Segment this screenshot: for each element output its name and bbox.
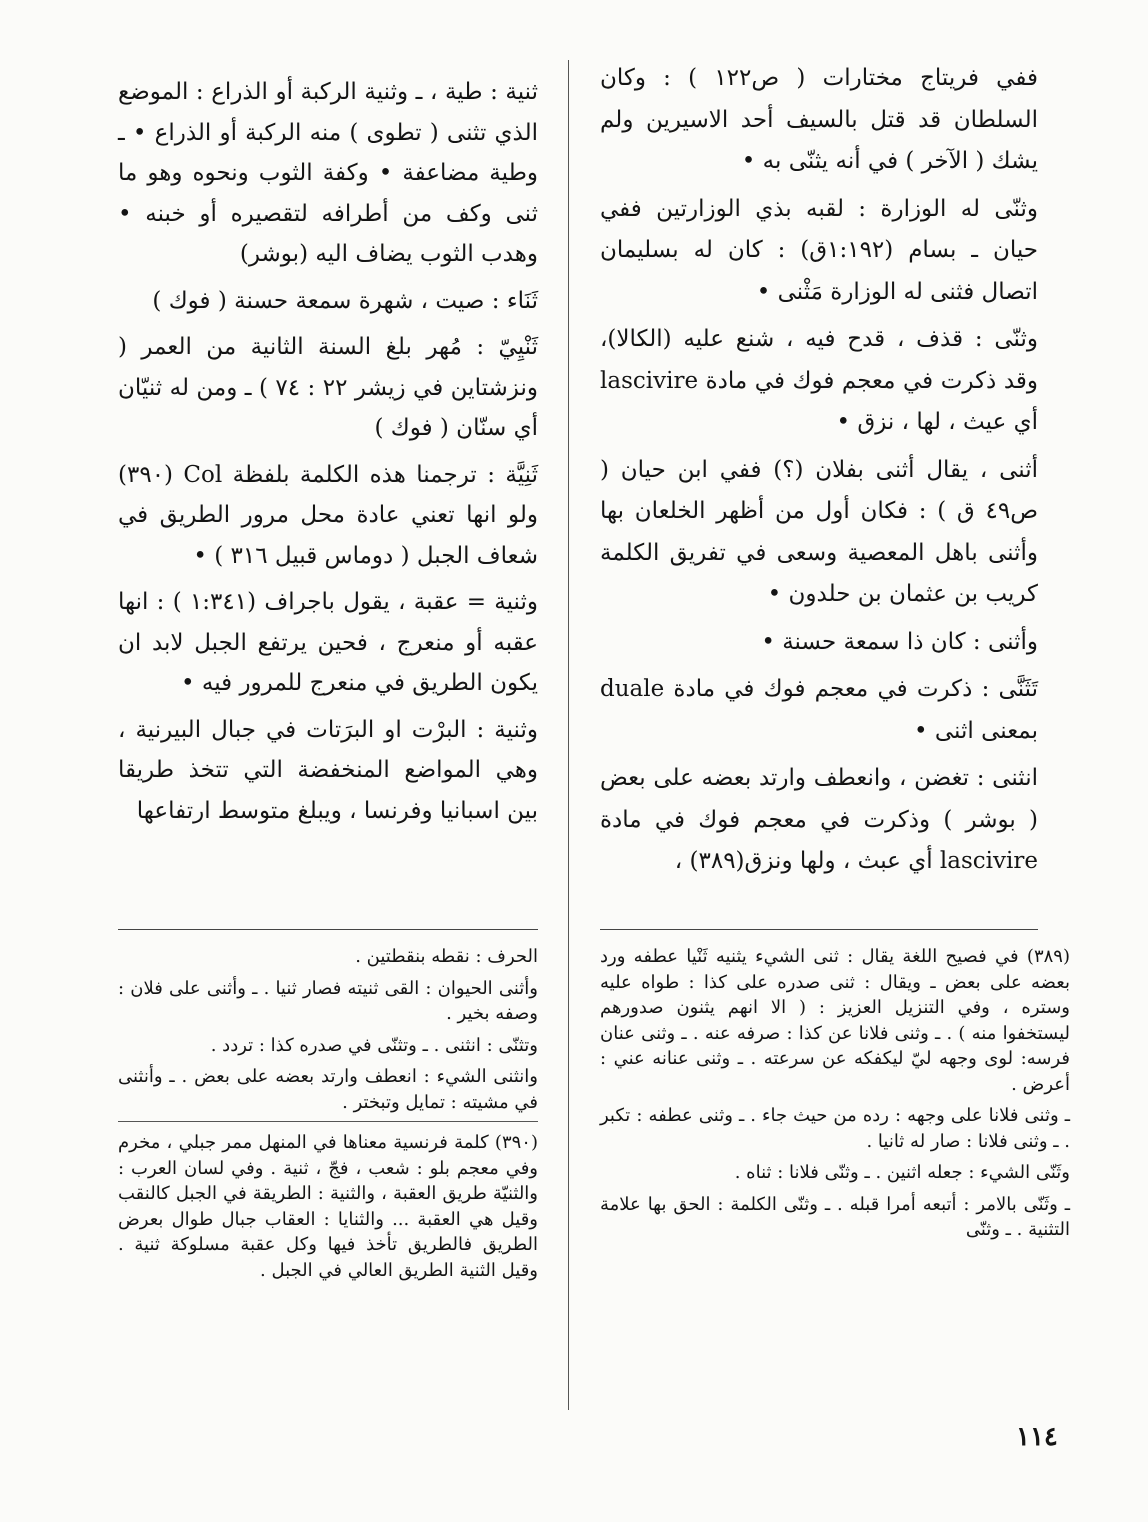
entry-paragraph: أثنى ، يقال أثنى بفلان (؟) ففي ابن حيان ( ص٤٩ ق ) : فكان أول من أظهر الخلعان بها وأثنى باهل المعصية وسعى في تفريق الكلمة كريب بن عثمان بن حلدون •: [600, 456, 1038, 607]
entry-paragraph: ثَنَاء : صيت ، شهرة سمعة حسنة ( فوك ): [152, 287, 538, 314]
footnote-paragraph: وانثنى الشيء : انعطف وارتد بعضه على بعض . ـ وأنثنى في مشيته : تمايل وتبختر .: [118, 1066, 538, 1113]
footnote-paragraph: (٣٨٩) في فصيح اللغة يقال : ثنى الشيء يثنيه ثَنْيا عطفه ورد بعضه على بعض ـ ويقال : ثنى صدره على كذا : طواه عليه وستره ، وفي التنزيل العزيز : ( الا انهم يثنون صدورهم ليستخفوا منه ) . ـ وثنى فلانا عن كذا : صرفه عنه . ـ وثنى عنان فرسه: لوى وجهه ليّ ليكفكه عن سرعته . ـ وثنى عنانه عني : أعرض .: [600, 946, 1070, 1095]
footnote-paragraph: ـ وثنى فلانا على وجهه : رده من حيث جاء . ـ وثنى عطفه : تكبر . ـ وثنى فلانا : صار له ثانيا .: [600, 1105, 1070, 1152]
footnote-paragraph: الحرف : نقطه بنقطتين .: [355, 946, 538, 967]
footnote-paragraph: وثَنّى الشيء : جعله اثنين . ـ وثنّى فلانا : ثناه .: [734, 1162, 1070, 1183]
footnote-rule-left: [118, 929, 538, 930]
left-text-column: [118, 72, 538, 837]
footnotes-left: [118, 944, 538, 1289]
entry-paragraph: ففي فريتاج مختارات ( ص١٢٢ ) : وكان السلطان قد قتل بالسيف أحد الاسيرين ولم يشك ( الآخر ) في أنه يثنّى به •: [600, 65, 1038, 174]
entry-paragraph: ثَنِيَّة : ترجمنا هذه الكلمة بلفظة Col (٣٩٠) ولو انها تعني عادة محل مرور الطريق في شعاف الجبل ( دوماس قبيل ٣١٦ ) •: [118, 461, 538, 569]
entry-paragraph: وثنية = عقبة ، يقول باجراف (١:٣٤١ ) : انها عقبه أو منعرج ، فحين يرتفع الجبل لابد ان يكون الطريق في منعرج للمرور فيه •: [118, 589, 538, 696]
footnote-paragraph: (٣٩٠) كلمة فرنسية معناها في المنهل ممر جبلي ، مخرم وفي معجم بلو : شعب ، فجّ ، ثنية . وفي لسان العرب : والثنيّة طريق العقبة ، والثنية : الطريقة في الجبل كالنقب وقيل هي العقبة ... والثنايا : العقاب جبال طوال بعرض الطريق فالطريق تأخذ فيها وكل عقبة مسلوكة ثنية . وقيل الثنية الطريق العالي في الجبل .: [118, 1132, 538, 1281]
entry-paragraph: وأثنى : كان ذا سمعة حسنة •: [761, 628, 1038, 655]
entry-paragraph: ثنية : طية ، ـ وثنية الركبة أو الذراع : الموضع الذي تثنى ( تطوى ) منه الركبة أو الذراع • ـ وطية مضاعفة • وكفة الثوب ونحوه وهو ما ثنى وكف من أطرافه لتقصيره أو خبنه • وهدب الثوب يضاف اليه (بوشر): [118, 79, 539, 267]
entry-paragraph: انثنى : تغضن ، وانعطف وارتد بعضه على بعض ( بوشر ) وذكرت في معجم فوك في مادة lascivire أي عبث ، ولها ونزق(٣٨٩) ،: [600, 765, 1038, 874]
page-number: ١١٤: [1016, 1422, 1058, 1452]
footnote-paragraph: وأثنى الحيوان : القى ثنيته فصار ثنيا . ـ وأثنى على فلان : وصفه بخير .: [118, 977, 538, 1024]
entry-paragraph: ثَنْيِيّ : مُهر بلغ السنة الثانية من العمر ( ونزشتاين في زيشر ٢٢ : ٧٤ ) ـ ومن له ثنيّان أي سنّان ( فوك ): [118, 334, 538, 441]
entry-paragraph: تَثَنَّى : ذكرت في معجم فوك في مادة duale بمعنى اثنى •: [600, 676, 1038, 744]
right-text-column: [600, 58, 1038, 889]
footnote-separator: [118, 1121, 538, 1122]
entry-paragraph: وثنّى له الوزارة : لقبه بذي الوزارتين ففي حيان ـ بسام (١:١٩٢ق) : كان له بسليمان اتصال فثنى له الوزارة مَثْنى •: [600, 195, 1039, 305]
column-divider: [568, 60, 569, 1410]
footnote-paragraph: ـ وثَنّى بالامر : أتبعه أمرا قبله . ـ وثنّى الكلمة : الحق بها علامة التثنية . ـ وثنّى: [600, 1193, 1070, 1240]
footnotes-right: [600, 944, 1070, 1249]
entry-paragraph: وثنّى : قذف ، قدح فيه ، شنع عليه (الكالا)، وقد ذكرت في معجم فوك في مادة lascivire أي عيث ، لها ، نزق •: [600, 326, 1038, 435]
footnote-rule-right: [600, 929, 1038, 930]
footnote-paragraph: وتثنّى : انثنى . ـ وتثنّى في صدره كذا : تردد .: [210, 1034, 538, 1056]
entry-paragraph: وثنية : البرْت او البرَتات في جبال البيرنية ، وهي المواضع المنخفضة التي تتخذ طريقا بين اسبانيا وفرنسا ، ويبلغ متوسط ارتفاعها: [118, 716, 538, 824]
